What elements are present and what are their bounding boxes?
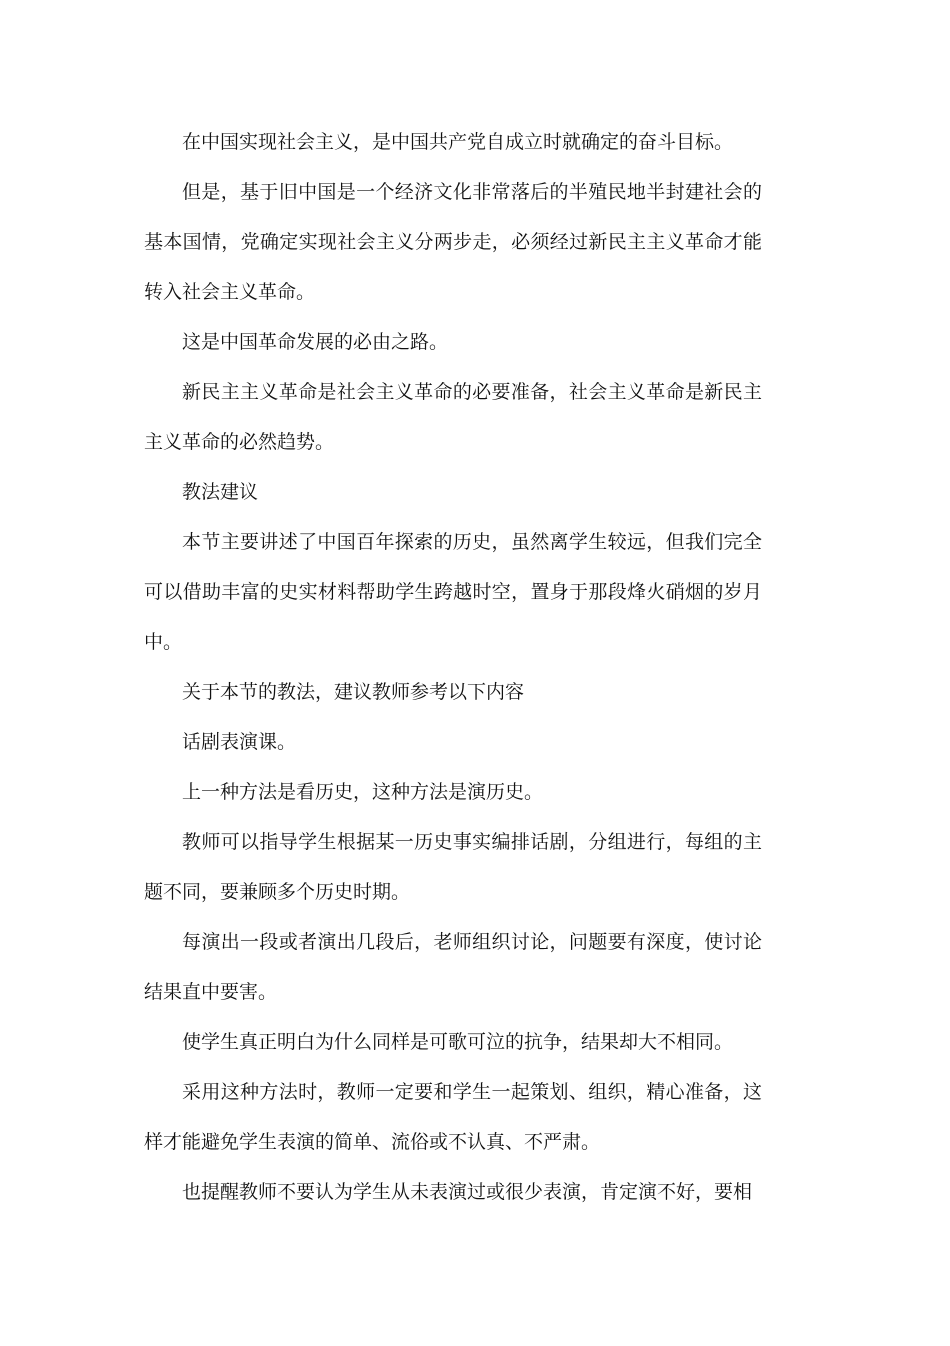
paragraph-10: 教师可以指导学生根据某一历史事实编排话剧，分组进行，每组的主题不同，要兼顾多个历史时期。 xyxy=(144,831,762,903)
paragraph-3: 这是中国革命发展的必由之路。 xyxy=(182,331,449,353)
paragraph-2: 但是，基于旧中国是一个经济文化非常落后的半殖民地半封建社会的基本国情，党确定实现社会主义分两步走，必须经过新民主主义革命才能转入社会主义革命。 xyxy=(144,181,762,303)
paragraph-6: 本节主要讲述了中国百年探索的历史，虽然离学生较远，但我们完全可以借助丰富的史实材料帮助学生跨越时空，置身于那段烽火硝烟的岁月中。 xyxy=(144,531,762,653)
paragraph-9: 上一种方法是看历史，这种方法是演历史。 xyxy=(182,781,544,803)
paragraph-7: 关于本节的教法，建议教师参考以下内容 xyxy=(182,681,525,703)
paragraph-11: 每演出一段或者演出几段后，老师组织讨论，问题要有深度，使讨论结果直中要害。 xyxy=(144,931,762,1003)
paragraph-4: 新民主主义革命是社会主义革命的必要准备，社会主义革命是新民主主义革命的必然趋势。 xyxy=(144,381,762,453)
section-heading-teaching-suggestions: 教法建议 xyxy=(182,481,259,503)
paragraph-13: 采用这种方法时，教师一定要和学生一起策划、组织，精心准备，这样才能避免学生表演的简单、流俗或不认真、不严肃。 xyxy=(144,1081,762,1153)
paragraph-1: 在中国实现社会主义，是中国共产党自成立时就确定的奋斗目标。 xyxy=(182,131,734,153)
document-body xyxy=(144,117,762,1217)
paragraph-12: 使学生真正明白为什么同样是可歌可泣的抗争，结果却大不相同。 xyxy=(182,1031,734,1053)
paragraph-8: 话剧表演课。 xyxy=(182,731,297,753)
paragraph-14: 也提醒教师不要认为学生从未表演过或很少表演，肯定演不好，要相 xyxy=(182,1181,753,1203)
